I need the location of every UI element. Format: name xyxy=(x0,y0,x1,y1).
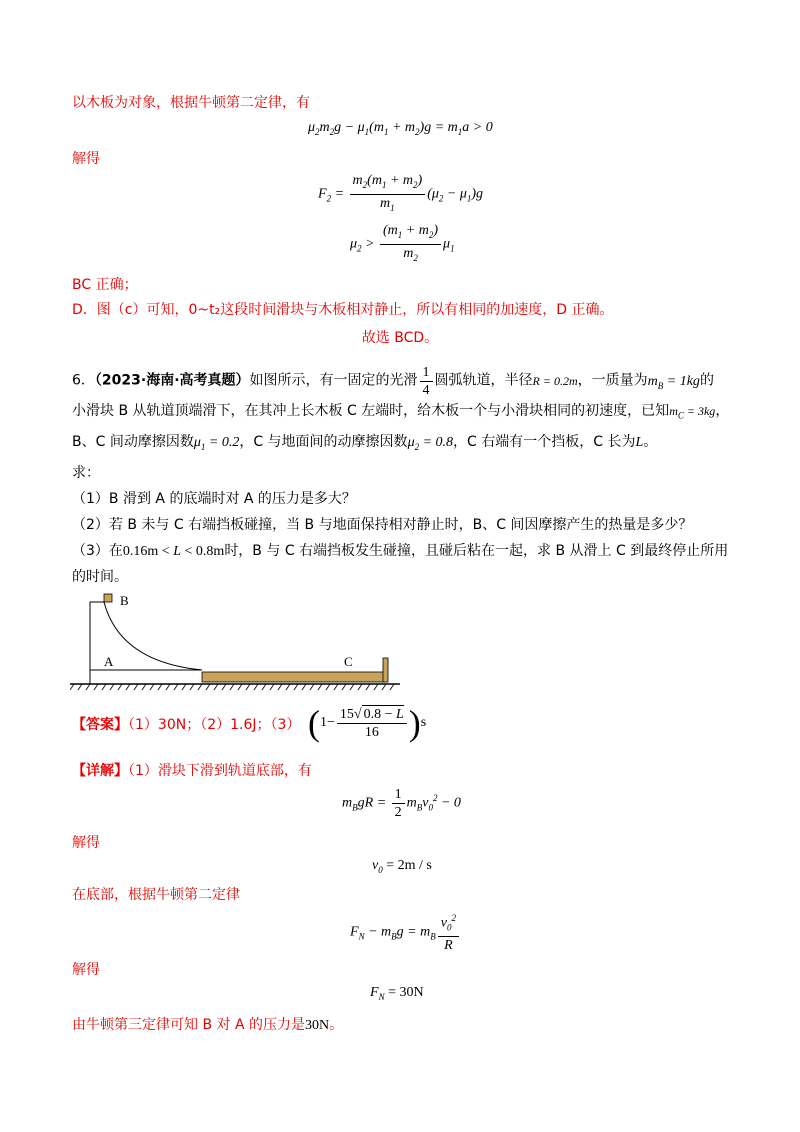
problem-number: 6． xyxy=(72,372,95,389)
final-text: 由牛顿第三定律可知 B 对 A 的压力是 xyxy=(72,1017,305,1033)
detail-line xyxy=(72,762,312,780)
problem-text-3b: ，C 与地面间的动摩擦因数 xyxy=(239,434,408,450)
text-solve-1: 解得 xyxy=(72,151,100,167)
answer-tag: 【答案】 xyxy=(72,717,128,733)
detail-tag: 【详解】 xyxy=(72,763,128,779)
board-c xyxy=(202,672,384,682)
equation-f2: $F_2$ = $\frac{m_2(m_1 + m_2)}{m_1}$ $(\mu_2 - \mu_1)g$ xyxy=(318,173,484,213)
problem-text-3c: ，C 右端有一个挡板，C 长为 xyxy=(453,434,636,450)
question-3-line-2: 的时间。 xyxy=(72,569,128,585)
problem-line-2: 小滑块 B 从轨道顶端滑下，在其冲上长木板 C 左端时，给木板一个与小滑块相同的初速度，已知$m_C = 3kg$， xyxy=(72,403,730,421)
answer-line xyxy=(72,716,300,734)
detail-text-1: （1）滑块下滑到轨道底部，有 xyxy=(128,763,312,779)
text-bc-correct: BC 正确； xyxy=(72,277,138,293)
equation-fn-value: $F_N = 30N$ xyxy=(370,985,424,1002)
problem-text-2a: 小滑块 B 从轨道顶端滑下，在其冲上长木板 C 左端时，给木板一个与小滑块相同的初速度，已知 xyxy=(72,403,670,419)
figure-track-board xyxy=(70,592,402,692)
problem-text-1c: ，一质量为 xyxy=(577,372,648,389)
problem-line-3: B、C 间动摩擦因数$\mu_1 = 0.2$，C 与地面间的动摩擦因数$\mu_2 = 0.8$，C 右端有一个挡板，C 长为L。 xyxy=(72,434,658,452)
label-b: B xyxy=(120,593,129,608)
question-2: （2）若 B 未与 C 右端挡板碰撞，当 B 与地面保持相对静止时，B、C 间因摩擦产生的热量是多少？ xyxy=(72,517,693,533)
text-d-correct: D．图（c）可知，0~t₂这段时间滑块与木板相对静止，所以有相同的加速度，D 正确。 xyxy=(72,302,614,318)
problem-line-1: 6．（2023·海南·高考真题）如图所示，有一固定的光滑 $\frac{1}{4}$ 圆弧轨道，半径R = 0.2m，一质量为$m_B = 1kg$的 xyxy=(72,365,714,398)
problem-text-1b: 圆弧轨道，半径 xyxy=(434,372,533,389)
equation-normal-force: $F_N - m_Bg = m_B$ $\frac{v_0^2}{R}$ xyxy=(350,910,461,954)
question-3a: （3）在 xyxy=(72,543,123,559)
problem-text-3a: B、C 间动摩擦因数 xyxy=(72,434,194,450)
final-line: 由牛顿第三定律可知 B 对 A 的压力是30N。 xyxy=(72,1017,344,1033)
ground-hatching xyxy=(70,684,394,690)
label-a: A xyxy=(104,654,114,669)
question-3b: 时，B 与 C 右端挡板发生碰撞，且碰后粘在一起，求 B 从滑上 C 到最终停止所用 xyxy=(224,543,729,559)
question-3-line-1: （3）在0.16m < L < 0.8m时，B 与 C 右端挡板发生碰撞，且碰后粘在一起，求 B 从滑上 C 到最终停止所用 xyxy=(72,543,729,559)
text-bottom-newton: 在底部，根据牛顿第二定律 xyxy=(72,887,240,903)
text-choose-bcd: 故选 BCD。 xyxy=(361,330,439,346)
text-line-wood-board: 以木板为对象，根据牛顿第二定律，有 xyxy=(72,95,310,111)
equation-energy: $m_BgR$ = $\frac{1}{2}$ $m_Bv_0^2 - 0$ xyxy=(342,787,461,820)
problem-text-1a: 如图所示，有一固定的光滑 xyxy=(249,372,418,389)
text-solve-2: 解得 xyxy=(72,835,100,851)
text-ask: 求： xyxy=(72,465,100,481)
block-b xyxy=(104,594,112,602)
label-c: C xyxy=(344,654,353,669)
board-stopper xyxy=(383,658,388,682)
answer-parts: （1）30N；（2）1.6J；（3） xyxy=(128,717,301,733)
text-solve-3: 解得 xyxy=(72,962,100,978)
equation-v0: $v_0 = 2m / s$ xyxy=(372,858,432,875)
question-1: （1）B 滑到 A 的底端时对 A 的压力是多大？ xyxy=(72,491,356,507)
equation-newton-board: $\mu_2m_2g - \mu_1(m_1 + m_2)g = m_1a > 0$ xyxy=(308,120,493,137)
equation-mu2-condition: $\mu_2$ > $\frac{(m_1 + m_2)}{m_2}$ $\mu_1$ xyxy=(350,223,455,263)
answer-3-expression: (1− $\frac{15√ 0.8 - L}{16}$ )s xyxy=(308,703,427,743)
problem-source: （2023·海南·高考真题） xyxy=(94,372,250,389)
